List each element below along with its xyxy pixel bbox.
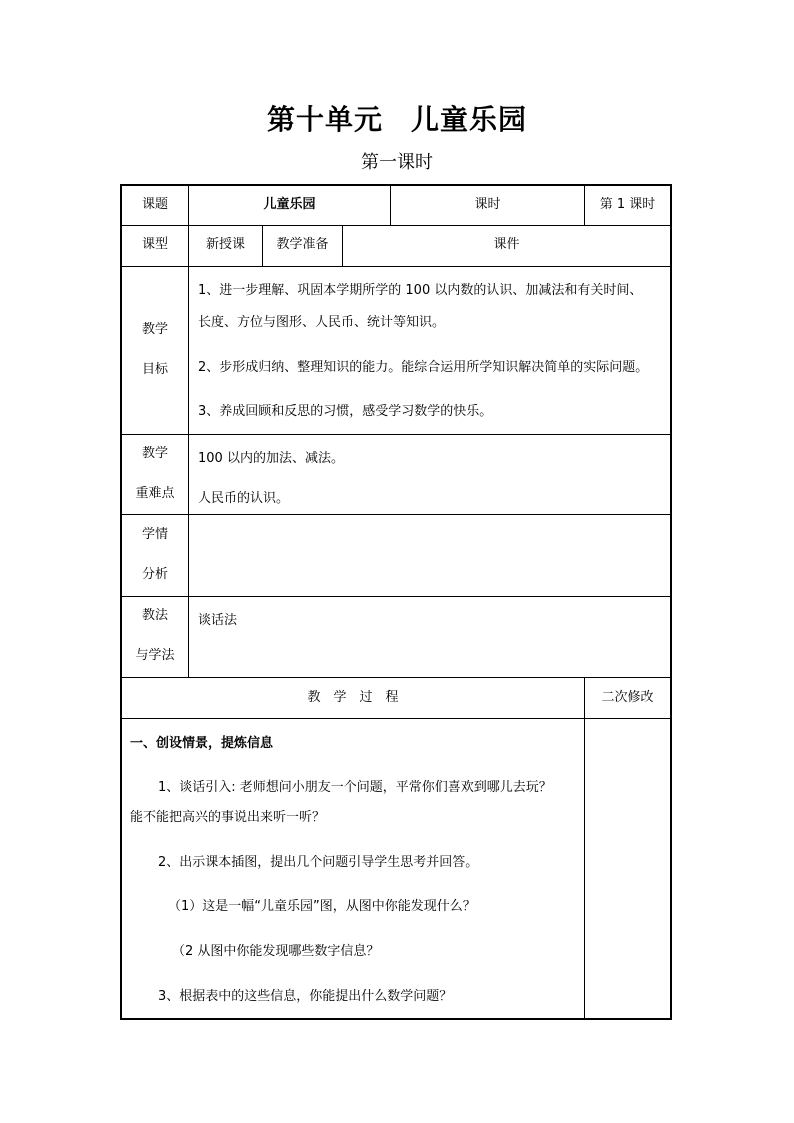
topic-label: 课题 [141, 197, 168, 212]
key-point: 人民币的认识。 [198, 491, 290, 506]
analysis-label-1: 学情 [141, 527, 168, 542]
method-label-2: 与学法 [135, 648, 175, 663]
prep-value: 课件 [493, 237, 520, 252]
period-label: 课时 [474, 197, 501, 212]
goal-line: 3、养成回顾和反思的习惯，感受学习数学的快乐。 [198, 404, 493, 419]
lesson-subtitle: 第一课时 [361, 152, 433, 173]
goal-line: 2、步形成归纳、整理知识的能力。能综合运用所学知识解决简单的实际问题。 [198, 360, 649, 375]
process-line: 1、谈话引入: 老师想问小朋友一个问题，平常你们喜欢到哪儿去玩？ [158, 780, 552, 795]
method-label-1: 教法 [141, 608, 168, 623]
process-line: 2、出示课本插图，提出几个问题引导学生思考并回答。 [158, 855, 479, 870]
goal-line: 1、进一步理解、巩固本学期所学的 100 以内数的认识、加减法和有关时间、 [198, 283, 643, 298]
revision-header: 二次修改 [601, 690, 654, 705]
topic-value: 儿童乐园 [263, 197, 316, 212]
process-header: 教 学 过 程 [307, 690, 399, 705]
key-label-1: 教学 [141, 446, 168, 461]
period-value: 第 1 课时 [599, 197, 656, 212]
goals-label-2: 目标 [141, 362, 168, 377]
process-line: 3、根据表中的这些信息，你能提出什么数学问题？ [158, 989, 453, 1004]
process-section-title: 一、创设情景，提炼信息 [130, 736, 274, 751]
prep-label: 教学准备 [276, 237, 329, 252]
key-label-2: 重难点 [135, 486, 175, 501]
lesson-plan-table [120, 184, 672, 1020]
method-value: 谈话法 [198, 613, 238, 628]
type-value: 新授课 [205, 237, 245, 252]
page-title [0, 98, 794, 138]
goal-line: 长度、方位与图形、人民币、统计等知识。 [198, 315, 446, 330]
analysis-label-2: 分析 [141, 567, 168, 582]
unit-number: 第十单元 [266, 103, 383, 136]
process-line: （1）这是一幅“儿童乐园”图，从图中你能发现什么？ [168, 899, 476, 914]
unit-title: 儿童乐园 [411, 103, 528, 136]
process-line: （2 从图中你能发现哪些数字信息？ [172, 944, 380, 959]
key-point: 100 以内的加法、减法。 [198, 451, 344, 466]
type-label: 课型 [141, 237, 168, 252]
goals-label-1: 教学 [141, 322, 168, 337]
process-line: 能不能把高兴的事说出来听一听？ [130, 810, 326, 825]
